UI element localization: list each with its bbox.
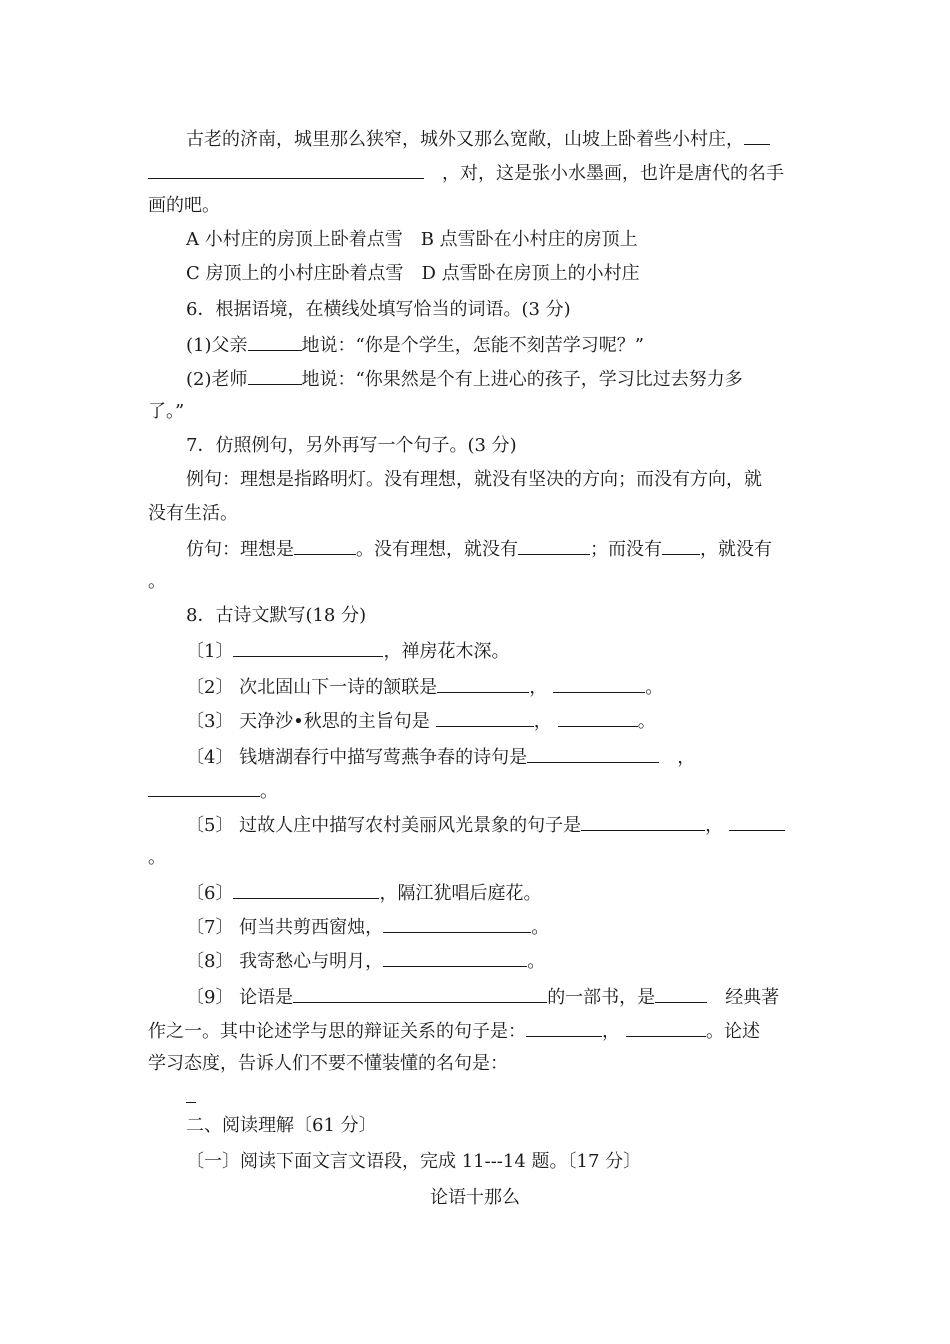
answer-blank[interactable] — [233, 880, 379, 899]
option-row-ab — [186, 228, 638, 252]
option-d: D 点雪卧在房顶上的小村庄 — [421, 263, 640, 284]
answer-blank[interactable] — [518, 536, 590, 555]
item-text: 〔8〕 我寄愁心与明月， — [186, 951, 384, 972]
answer-blank[interactable] — [437, 674, 529, 693]
passage-title: 论语十那么 — [430, 1187, 520, 1208]
question-6-item-2 — [186, 366, 743, 392]
item-text: ，隔江犹唱后庭花。 — [379, 883, 542, 904]
answer-blank[interactable] — [626, 1018, 706, 1037]
answer-blank[interactable] — [553, 674, 645, 693]
item-text: 〔5〕 过故人庄中描写农村美丽风光景象的句子是 — [186, 815, 582, 836]
option-row-cd — [186, 262, 640, 286]
passage-line-3: 画的吧。 — [148, 195, 220, 216]
question-8-item-9-line-3: 学习态度，告诉人们不要不懂装懂的名句是： — [148, 1053, 508, 1074]
item-text: ， — [529, 677, 548, 698]
item-label: (2)老师 — [186, 369, 248, 390]
answer-blank[interactable] — [729, 812, 785, 831]
item-text: ， — [677, 747, 696, 768]
item-text: 地说：“你是个学生，怎能不刻苦学习呢？” — [301, 335, 644, 356]
item-text: 。 — [645, 677, 664, 698]
answer-blank[interactable] — [383, 948, 527, 967]
item-label: 〔1〕 — [186, 641, 234, 662]
question-8-item-4 — [186, 744, 695, 770]
question-8-item-4-cont — [148, 778, 278, 804]
item-text: 。 — [531, 917, 550, 938]
question-8-item-9 — [186, 984, 779, 1010]
question-6-item-1 — [186, 332, 644, 358]
question-8-item-6 — [186, 880, 541, 906]
item-text: 〔3〕 天净沙•秋思的主旨句是 — [186, 711, 430, 732]
item-text: 地说：“你果然是个有上进心的孩子，学习比过去努力多 — [301, 369, 743, 390]
question-8-item-2 — [186, 674, 663, 700]
item-text: 的一部书，是 — [547, 987, 656, 1008]
item-text: 。 — [260, 781, 278, 802]
passage-line-1 — [186, 126, 770, 152]
item-text: 。 — [527, 951, 546, 972]
item-text: ；而没有 — [590, 539, 662, 560]
answer-blank[interactable] — [581, 812, 705, 831]
item-text: 〔9〕 论语是 — [186, 987, 294, 1008]
question-8-item-5-cont: 。 — [148, 847, 166, 868]
item-text: ， — [602, 1021, 620, 1042]
answer-blank[interactable] — [526, 1018, 602, 1037]
item-text: 经典著 — [725, 987, 780, 1008]
answer-blank[interactable] — [148, 160, 424, 179]
item-text: 〔2〕 次北固山下一诗的颔联是 — [186, 677, 438, 698]
answer-blank[interactable] — [233, 638, 383, 657]
option-b: B 点雪卧在小村庄的房顶上 — [420, 229, 638, 250]
answer-blank[interactable] — [186, 1084, 196, 1103]
item-text: ，就没有 — [700, 539, 772, 560]
question-8-item-5 — [186, 812, 785, 838]
item-label: (1)父亲 — [186, 335, 248, 356]
answer-blank[interactable] — [248, 332, 302, 351]
question-7-example-1: 例句：理想是指路明灯。没有理想，就没有坚决的方向；而没有方向，就 — [186, 469, 762, 490]
question-6-title: 6．根据语境，在横线处填写恰当的词语。(3 分) — [186, 299, 571, 320]
answer-blank[interactable] — [558, 708, 638, 727]
answer-blank[interactable] — [744, 126, 770, 145]
item-text: 。 — [637, 711, 656, 732]
question-8-item-7 — [186, 914, 549, 940]
item-text: 作之一。其中论述学与思的辩证关系的句子是： — [148, 1021, 526, 1042]
question-8-item-1 — [186, 638, 509, 664]
answer-blank[interactable] — [293, 984, 547, 1003]
item-text: ， — [533, 711, 552, 732]
question-7-example-2: 没有生活。 — [148, 503, 238, 524]
passage-line-2 — [148, 160, 784, 186]
item-text: 〔7〕 何当共剪西窗烛， — [186, 917, 384, 938]
question-7-imitation-end: 。 — [148, 571, 166, 592]
option-a: A 小村庄的房顶上卧着点雪 — [186, 229, 403, 250]
question-8-title: 8．古诗文默写(18 分) — [186, 605, 367, 626]
answer-blank[interactable] — [148, 778, 260, 797]
question-8-item-9-line-2 — [148, 1018, 760, 1044]
question-8-item-8 — [186, 948, 545, 974]
question-8-item-3 — [186, 708, 656, 734]
item-text: 〔4〕 钱塘湖春行中描写莺燕争春的诗句是 — [186, 747, 528, 768]
answer-blank[interactable] — [248, 366, 302, 385]
section-2-title: 二、阅读理解〔61 分〕 — [186, 1115, 377, 1136]
item-text: ， — [705, 815, 724, 836]
answer-blank[interactable] — [655, 984, 707, 1003]
item-text: 仿句：理想是 — [186, 539, 294, 560]
answer-blank[interactable] — [436, 708, 534, 727]
item-text: 。没有理想，就没有 — [356, 539, 518, 560]
question-7-title: 7．仿照例句，另外再写一个句子。(3 分) — [186, 435, 517, 456]
answer-blank[interactable] — [294, 536, 356, 555]
passage-text: 古老的济南，城里那么狭窄，城外又那么宽敞，山坡上卧着些小村庄， — [186, 129, 744, 150]
item-text: ，禅房花木深。 — [383, 641, 510, 662]
question-8-item-9-answer — [186, 1084, 196, 1110]
answer-blank[interactable] — [662, 536, 700, 555]
section-2-part-1: 〔一〕阅读下面文言文语段，完成 11---14 题。〔17 分〕 — [186, 1151, 642, 1172]
item-text: 。论述 — [706, 1021, 760, 1042]
passage-text: ，对，这是张小水墨画，也许是唐代的名手 — [442, 163, 784, 184]
question-7-imitation — [186, 536, 772, 562]
option-c: C 房顶上的小村庄卧着点雪 — [186, 263, 404, 284]
question-6-item-2-cont: 了。” — [148, 401, 185, 422]
item-label: 〔6〕 — [186, 883, 234, 904]
answer-blank[interactable] — [527, 744, 659, 763]
answer-blank[interactable] — [383, 914, 531, 933]
